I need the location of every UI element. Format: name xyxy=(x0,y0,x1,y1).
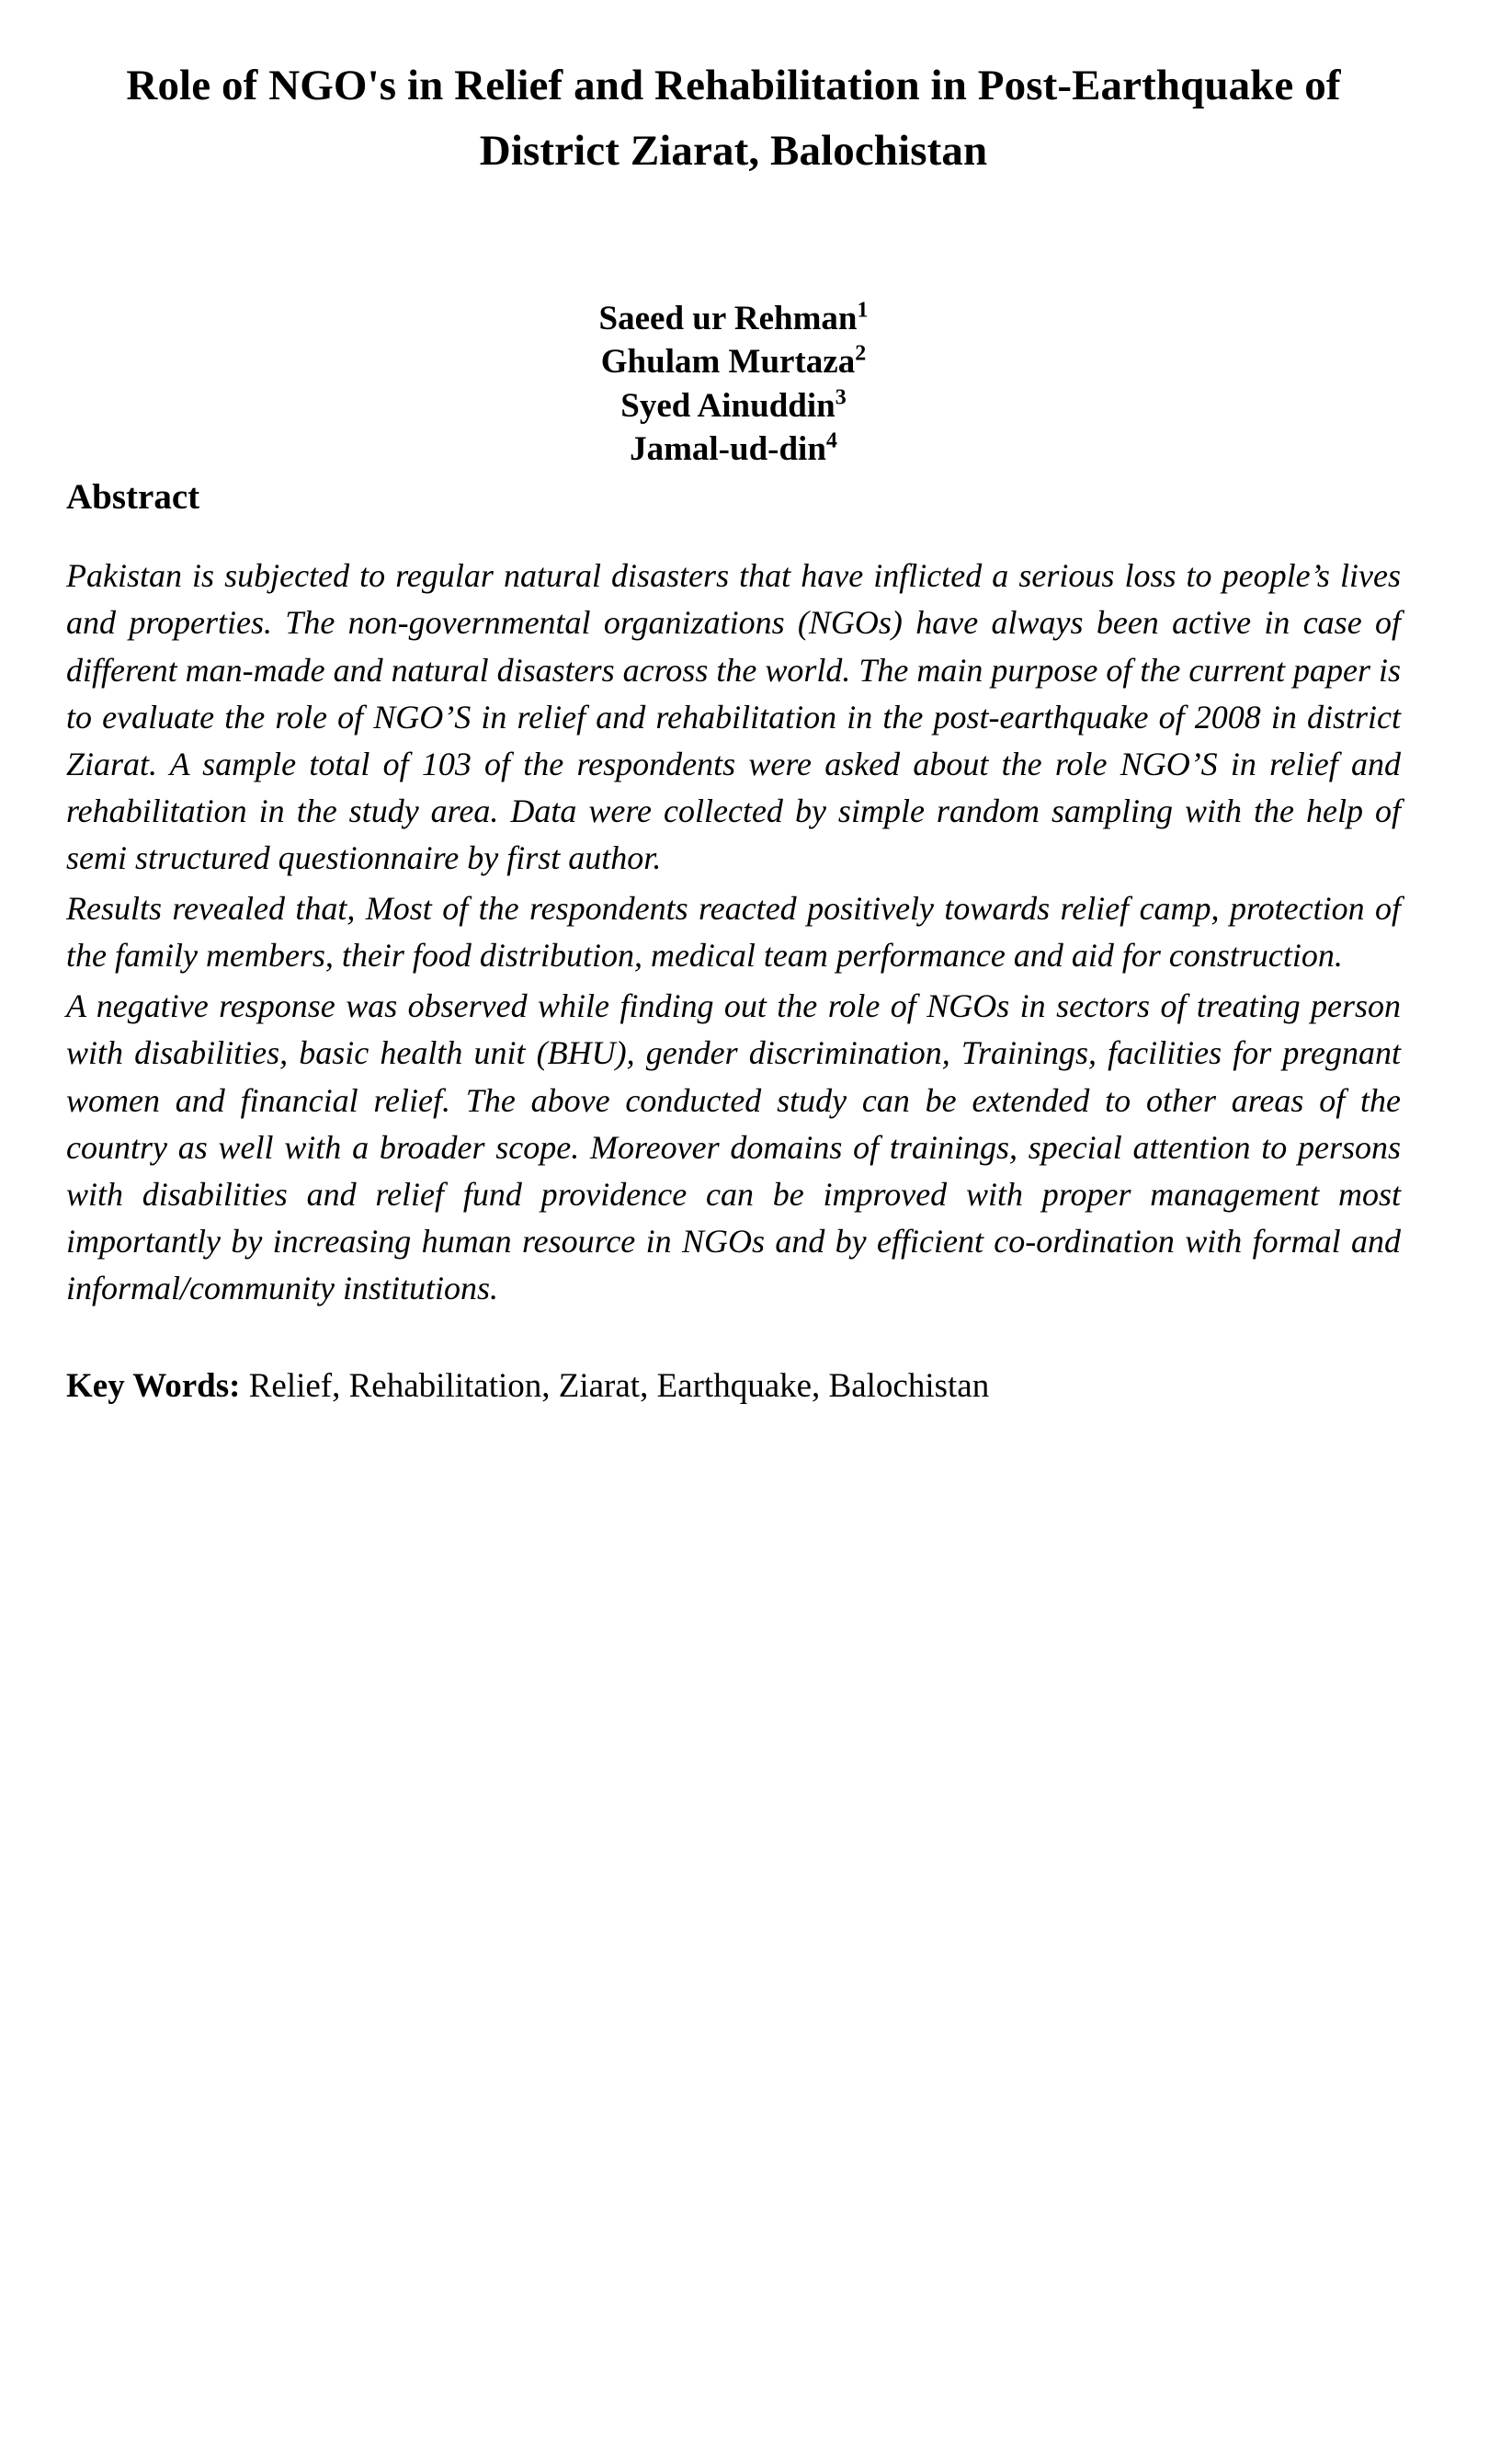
abstract-paragraph: Results revealed that, Most of the respondents reacted positively towards relief camp, protection of the family members, their food distribution, medical team performance and aid for construction. xyxy=(66,890,1401,975)
keywords-value: Relief, Rehabilitation, Ziarat, Earthquake, Balochistan xyxy=(248,1367,990,1406)
author-name: Ghulam Murtaza xyxy=(600,343,856,382)
abstract-heading: Abstract xyxy=(66,477,200,518)
author-affiliation-marker: 3 xyxy=(835,385,847,410)
keywords-label: Key Words: xyxy=(66,1367,241,1406)
author-list xyxy=(66,297,1401,471)
author-entry xyxy=(66,428,1401,471)
author-entry xyxy=(66,384,1401,428)
abstract-paragraph: Pakistan is subjected to regular natural disasters that have inflicted a serious loss to people’s lives and properties. The non-governmental organizations (NGOs) have always been active in case of different man-made and natural disasters across the world. The main purpose of the current paper is to evaluate the role of NGO’S in relief and rehabilitation in the post-earthquake of 2008 in district Ziarat. A sample total of 103 of the respondents were asked about the role NGO’S in relief and rehabilitation in the study area. Data were collected by simple random sampling with the help of semi structured questionnaire by first author. xyxy=(66,557,1401,876)
page-title: Role of NGO's in Relief and Rehabilitation in Post-Earthquake of District Ziarat, Balochistan xyxy=(126,62,1341,176)
keywords xyxy=(66,1363,1401,1409)
author-entry xyxy=(66,340,1401,383)
author-name: Syed Ainuddin xyxy=(620,386,835,425)
author-name: Jamal-ud-din xyxy=(630,429,826,468)
author-affiliation-marker: 4 xyxy=(825,428,837,453)
author-name: Saeed ur Rehman xyxy=(598,299,858,337)
abstract-paragraph: A negative response was observed while finding out the role of NGOs in sectors of treating person with disabilities, basic health unit (BHU), gender discrimination, Trainings, facilities for pregnant women and financial relief. The above conducted study can be extended to other areas of the country as well with a broader scope. Moreover domains of trainings, special attention to persons with disabilities and relief fund providence can be improved with proper management most importantly by increasing human resource in NGOs and by efficient co-ordination with formal and informal/community institutions. xyxy=(66,987,1401,1306)
abstract-body xyxy=(66,553,1401,1312)
author-entry xyxy=(66,297,1401,340)
author-affiliation-marker: 2 xyxy=(855,341,867,366)
author-affiliation-marker: 1 xyxy=(857,298,869,323)
